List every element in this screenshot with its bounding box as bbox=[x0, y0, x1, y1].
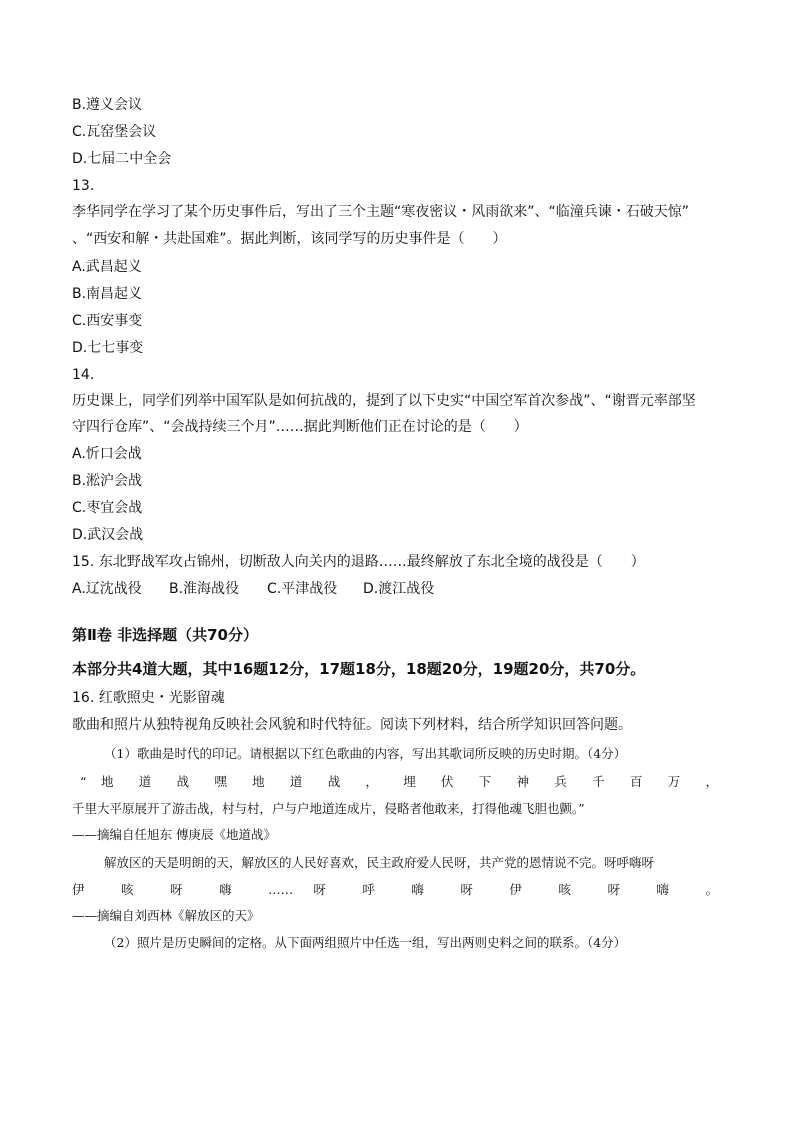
song2-source: ——摘编自刘西林《解放区的天》 bbox=[72, 908, 260, 923]
q15-stem: 15. 东北野战军攻占锦州，切断敌人向关内的退路……最终解放了东北全境的战役是（ ） bbox=[72, 554, 645, 570]
q16-title: 16. 红歌照史・光影留魂 bbox=[72, 690, 225, 706]
part2-description: 本部分共4道大题，其中16题12分，17题18分，18题20分，19题20分，共70分。 bbox=[72, 660, 646, 678]
q12-option-d: D.七届二中全会 bbox=[72, 151, 172, 167]
q15-option-c: C.平津战役 bbox=[267, 581, 338, 597]
q12-option-b: B.遵义会议 bbox=[72, 97, 143, 113]
q13-number: 13. bbox=[72, 178, 95, 194]
q14-option-d: D.武汉会战 bbox=[72, 527, 144, 543]
q14-number: 14. bbox=[72, 367, 95, 383]
q16-subquestion-1: （1）歌曲是时代的印记。请根据以下红色歌曲的内容，写出其歌词所反映的历史时期。（4分） bbox=[104, 746, 627, 761]
q13-option-b: B.南昌起义 bbox=[72, 286, 143, 302]
q12-option-c: C.瓦窑堡会议 bbox=[72, 124, 157, 140]
song1-line1: “ 地 道 战 嘿 地 道 战 ， 埋 伏 下 神 兵 千 百 万 ， bbox=[80, 774, 718, 789]
q13-option-d: D.七七事变 bbox=[72, 340, 144, 356]
q13-option-a: A.武昌起义 bbox=[72, 259, 142, 275]
q16-intro: 歌曲和照片从独特视角反映社会风貌和时代特征。阅读下列材料，结合所学知识回答问题。 bbox=[72, 717, 632, 733]
song1-line2: 千里大平原展开了游击战，村与村，户与户地道连成片，侵略者他敢来，打得他魂飞胆也颤。” bbox=[72, 801, 585, 816]
song2-line1: 解放区的天是明朗的天，解放区的人民好喜欢，民主政府爱人民呀，共产党的恩情说不完。呀呼嗨呀 bbox=[104, 855, 655, 870]
q15-option-b: B.淮海战役 bbox=[169, 581, 240, 597]
q16-subquestion-2: （2）照片是历史瞬间的定格。从下面两组照片中任选一组，写出两则史料之间的联系。（4分） bbox=[104, 935, 627, 950]
q14-option-c: C.枣宜会战 bbox=[72, 500, 143, 516]
part2-title: 第Ⅱ卷 非选择题（共70分） bbox=[72, 626, 258, 644]
song2-line2: 伊 咳 呀 嗨 …… 呀 呼 嗨 呀 伊 咳 呀 嗨 。 bbox=[72, 882, 718, 897]
q14-stem-line1: 历史课上，同学们列举中国军队是如何抗战的，提到了以下史实“中国空军首次参战”、“谢晋元率部坚 bbox=[72, 393, 696, 409]
q13-option-c: C.西安事变 bbox=[72, 313, 143, 329]
q15-options bbox=[72, 580, 434, 598]
song1-source: ——摘编自任旭东 傅庚辰《地道战》 bbox=[72, 827, 276, 842]
q14-option-a: A.忻口会战 bbox=[72, 446, 142, 462]
q13-stem-line1: 李华同学在学习了某个历史事件后，写出了三个主题“寒夜密议・风雨欲来”、“临潼兵谏・石破天惊” bbox=[72, 204, 690, 220]
q13-stem-line2: 、“西安和解・共赴国难”。据此判断，该同学写的历史事件是（ ） bbox=[72, 231, 507, 247]
q14-option-b: B.淞沪会战 bbox=[72, 473, 143, 489]
q15-option-d: D.渡江战役 bbox=[363, 581, 435, 597]
q15-option-a: A.辽沈战役 bbox=[72, 581, 142, 597]
q14-stem-line2: 守四行仓库”、“会战持续三个月”……据此判断他们正在讨论的是（ ） bbox=[72, 419, 528, 435]
